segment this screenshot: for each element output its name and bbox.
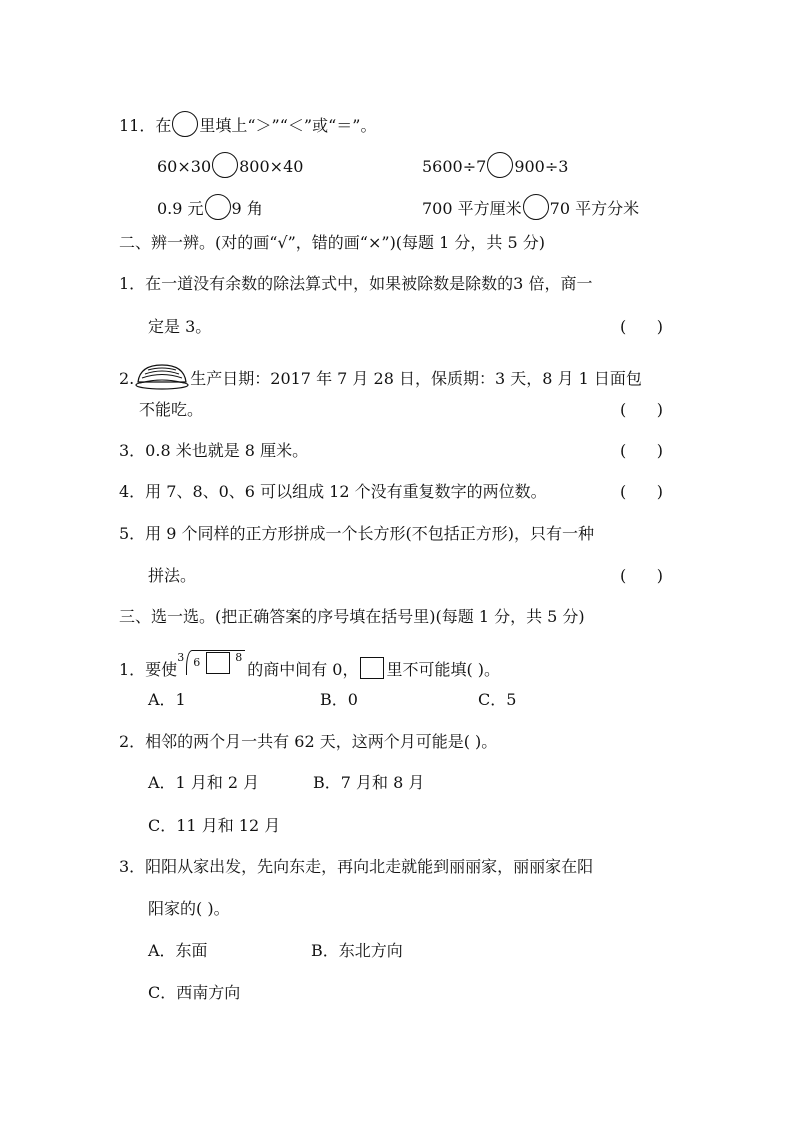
q-suffix: 里不可能填( )。 [386,660,501,679]
compare-right: 800×40 [239,157,304,176]
answer-parens[interactable]: ( ) [620,317,663,336]
compare-left: 700 平方厘米 [422,199,522,218]
compare-left: 5600÷7 [422,157,487,176]
answer-circle-icon[interactable] [523,194,549,220]
s3-q2-option-a[interactable]: A．1 月和 2 月 [148,773,260,792]
q11-compare-d [422,194,639,220]
compare-left: 0.9 元 [157,199,204,218]
bread-icon [134,362,190,396]
q11-prefix: 11．在 [119,116,172,135]
s3-q2-option-c[interactable]: C．11 月和 12 月 [148,816,281,835]
compare-left: 60×30 [157,157,212,176]
s3-q2-option-b[interactable]: B．7 月和 8 月 [313,773,425,792]
answer-circle-icon[interactable] [172,111,198,137]
blank-box-icon [360,657,384,679]
compare-right: 70 平方分米 [549,199,640,218]
long-division-figure [177,653,247,679]
answer-parens[interactable]: ( ) [620,566,663,585]
answer-circle-icon[interactable] [205,194,231,220]
answer-circle-icon[interactable] [487,152,513,178]
s3-q1-option-b[interactable]: B．0 [320,690,358,709]
q-middle: 的商中间有 0， [247,660,359,679]
s2-item5-line2: 拼法。 [148,566,197,585]
s2-item4: 4．用 7、8、0、6 可以组成 12 个没有重复数字的两位数。 [119,482,547,501]
answer-parens[interactable]: ( ) [620,441,663,460]
s3-q1 [119,653,500,681]
q11-compare-a [157,152,303,178]
q-prefix: 1．要使 [119,660,178,679]
section2-title: 二、辨一辨。(对的画“√”，错的画“×”)(每题 1 分，共 5 分) [119,233,545,252]
section3-title: 三、选一选。(把正确答案的序号填在括号里)(每题 1 分，共 5 分) [119,607,585,626]
s3-q2: 2．相邻的两个月一共有 62 天，这两个月可能是( )。 [119,732,498,751]
s2-item2-line2: 不能吃。 [139,400,204,419]
answer-parens[interactable]: ( ) [620,482,663,501]
q11-suffix: 里填上“＞”“＜”或“＝”。 [199,116,377,135]
s2-item2-line1 [119,362,642,396]
s3-q3-option-c[interactable]: C．西南方向 [148,983,241,1002]
q11-compare-c [157,194,263,220]
q11-prompt [119,111,376,137]
dividend-digit: 6 [193,656,201,669]
q11-compare-b [422,152,568,178]
item-text: 生产日期：2017 年 7 月 28 日，保质期：3 天，8 月 1 日面包 [190,369,642,388]
blank-box[interactable] [206,652,230,674]
s3-q1-option-c[interactable]: C．5 [478,690,517,709]
s2-item3: 3．0.8 米也就是 8 厘米。 [119,441,309,460]
s2-item5-line1: 5．用 9 个同样的正方形拼成一个长方形(不包括正方形)，只有一种 [119,524,595,543]
s3-q3-option-b[interactable]: B．东北方向 [311,941,403,960]
item-number: 2. [119,369,135,388]
s3-q3-line2: 阳家的( )。 [148,899,230,918]
divisor-digit: 3 [177,651,185,664]
s2-item1-line2: 定是 3。 [148,317,212,336]
answer-circle-icon[interactable] [212,152,238,178]
compare-right: 9 角 [231,199,263,218]
s3-q3-option-a[interactable]: A．东面 [148,941,208,960]
s2-item1-line1: 1．在一道没有余数的除法算式中，如果被除数是除数的3 倍，商一 [119,274,593,293]
answer-parens[interactable]: ( ) [620,400,663,419]
s3-q1-option-a[interactable]: A．1 [148,690,186,709]
dividend-digit: 8 [235,651,243,664]
compare-right: 900÷3 [514,157,569,176]
s3-q3-line1: 3．阳阳从家出发，先向东走，再向北走就能到丽丽家，丽丽家在阳 [119,857,594,876]
